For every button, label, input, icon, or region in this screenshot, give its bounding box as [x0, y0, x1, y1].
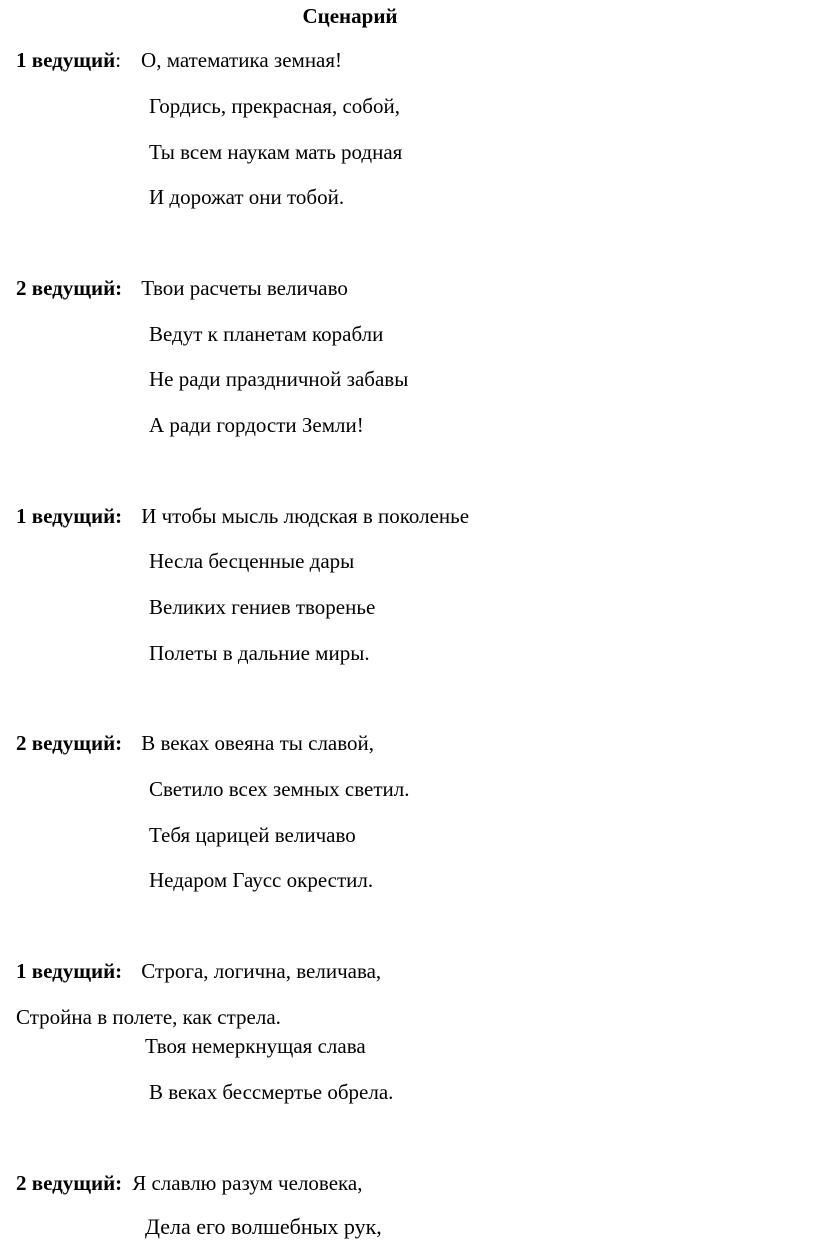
stanza-6-first-line [16, 1170, 363, 1196]
stanza-2-first-line [16, 275, 348, 301]
verse-line: Я славлю разум человека, [132, 1171, 363, 1195]
stanza-5-first-line [16, 958, 381, 984]
verse-line: Твои расчеты величаво [141, 276, 348, 300]
speaker-separator: : [115, 48, 122, 72]
verse-line: Великих гениев творенье [149, 595, 376, 619]
verse-line: Не ради праздничной забавы [149, 367, 409, 391]
verse-line: И дорожат они тобой. [149, 185, 345, 209]
verse-line: О, математика земная! [141, 48, 343, 72]
verse-line: Тебя царицей величаво [149, 823, 356, 847]
verse-line: И чтобы мысль людская в поколенье [141, 504, 470, 528]
verse-line: Светило всех земных светил. [149, 777, 410, 801]
verse-line: Дела его волшебных рук, [145, 1214, 382, 1239]
verse-line: Твоя немеркнущая слава [145, 1034, 366, 1058]
verse-line: Гордись, прекрасная, собой, [149, 94, 400, 118]
stanza-1-first-line [16, 47, 342, 73]
stanza-3-first-line [16, 503, 469, 529]
verse-line: А ради гордости Земли! [149, 413, 364, 437]
verse-line: Ты всем наукам мать родная [149, 140, 403, 164]
stanza-4-first-line [16, 730, 374, 756]
speaker-label: 1 ведущий: [16, 504, 123, 528]
speaker-label: 2 ведущий: [16, 731, 123, 755]
verse-line: Недаром Гаусс окрестил. [149, 868, 374, 892]
speaker-label: 2 ведущий: [16, 276, 123, 300]
verse-line: Строга, логична, величава, [141, 959, 382, 983]
speaker-label: 2 ведущий: [16, 1171, 123, 1195]
verse-line: В веках овеяна ты славой, [141, 731, 375, 755]
speaker-label: 1 ведущий: [16, 959, 123, 983]
verse-line: Полеты в дальние миры. [149, 641, 370, 665]
speaker-label: 1 ведущий [16, 48, 116, 72]
verse-line: Стройна в полете, как стрела. [16, 1005, 281, 1029]
verse-line: Несла бесценные дары [149, 549, 355, 573]
verse-line: В веках бессмертье обрела. [149, 1080, 394, 1104]
document-title: Сценарий [302, 4, 398, 28]
verse-line: Ведут к планетам корабли [149, 322, 384, 346]
